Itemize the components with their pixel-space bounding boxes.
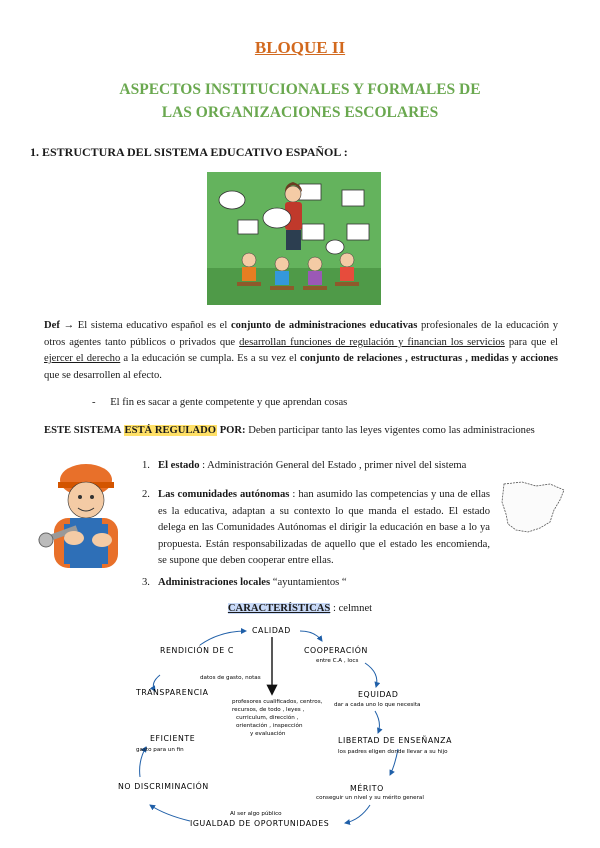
regulation-por: POR:: [217, 425, 246, 436]
list-text-2: : han asumido las competencias y una de ellas es la educativa, adaptan a su contexto lo que manda el estado. El estado delega en las Comunidades Autónomas el dirigir la educación en base a lo ya propuesta. Están responsabilizadas de aquello que el estado les encomienda, se supone que deben cooperar entre ellas.: [158, 489, 490, 566]
list-number-1: 1.: [142, 460, 150, 471]
diagram-igualdad-note: Al ser algo público: [230, 811, 282, 817]
center-note-line: y evaluación: [250, 731, 286, 737]
list-bold-2: Las comunidades autónomas: [158, 489, 290, 500]
diagram-calidad: CALIDAD: [252, 626, 291, 635]
characteristics-diagram: [0, 615, 600, 848]
diagram-transparencia: TRANSPARENCIA: [136, 688, 209, 697]
diagram-igualdad: IGUALDAD DE OPORTUNIDADES: [190, 819, 330, 828]
diagram-cooperacion: COOPERACIÓN: [304, 646, 368, 655]
diagram-no-discriminacion: NO DISCRIMINACIÓN: [118, 782, 209, 791]
diagram-center-notes: [232, 699, 323, 737]
diagram-equidad-note: dar a cada uno lo que necesita: [334, 702, 421, 708]
block-title: BLOQUE II: [254, 38, 346, 57]
regulation-text: Deben participar tanto las leyes vigentes como las administraciones: [245, 425, 535, 436]
list-number-2: 2.: [142, 489, 150, 500]
characteristics-heading: [0, 603, 600, 614]
diagram-eficiente: EFICIENTE: [150, 734, 196, 743]
diagram-rendicion: RENDICIÓN DE C: [160, 646, 234, 655]
spain-map: [498, 478, 570, 536]
def-bold-2: conjunto de relaciones , estructuras , medidas y acciones: [299, 353, 558, 365]
list-item-1: [142, 458, 483, 475]
def-label: Def: [44, 320, 60, 331]
bullet-text: El fin es sacar a gente competente y que aprendan cosas: [110, 397, 348, 408]
def-text-5: que se desarrollen al efecto.: [44, 369, 162, 381]
section-heading: 1. ESTRUCTURA DEL SISTEMA EDUCATIVO ESPAÑOL :: [30, 145, 348, 159]
def-text-4: a la educación se cumpla. Es a su vez el: [120, 353, 300, 365]
def-text-2: profesionales de la educación y otros agentes tanto públicos o privados que: [44, 320, 559, 348]
regulation-line: [44, 425, 535, 436]
diagram-equidad: EQUIDAD: [358, 690, 399, 699]
def-text-1: → El sistema educativo español es el: [59, 320, 231, 331]
characteristics-rest: : celmnet: [330, 603, 373, 614]
def-text-3: para que el: [504, 336, 558, 348]
list-text-1: : Administración General del Estado , primer nivel del sistema: [199, 460, 467, 471]
center-note-line: profesores cualificados, centros,: [232, 699, 323, 705]
list-bold-1: El estado: [158, 460, 200, 471]
center-note-line: orientación , inspección: [236, 723, 303, 729]
diagram-eficiente-note: gasto para un fin: [136, 747, 184, 753]
list-text-3: “ayuntamientos “: [270, 577, 347, 588]
list-item-2: [142, 487, 490, 570]
regulation-highlight: ESTÁ REGULADO: [124, 425, 217, 436]
subtitle-line-1: ASPECTOS INSTITUCIONALES Y FORMALES DE: [119, 81, 481, 98]
bullet-dash: -: [92, 397, 96, 408]
classroom-illustration: [207, 172, 381, 305]
def-underline-2: ejercer el derecho: [44, 353, 121, 365]
diagram-cooperacion-note: entre C.A , locs: [316, 658, 359, 664]
worker-illustration: [34, 452, 130, 582]
definition-paragraph: [44, 318, 558, 384]
regulation-lead: ESTE SISTEMA: [44, 425, 124, 436]
bullet-item: [92, 397, 347, 408]
list-item-3: [142, 575, 483, 592]
center-note-line: recursos, de todo , leyes ,: [232, 707, 305, 713]
diagram-merito: MÉRITO: [350, 784, 384, 793]
center-note-line: curriculum, dirección ,: [236, 715, 299, 721]
subtitle-line-2: LAS ORGANIZACIONES ESCOLARES: [161, 104, 439, 121]
diagram-merito-note: conseguir un nivel y su mérito general: [316, 795, 424, 801]
diagram-libertad-note: los padres eligen donde llevar a su hijo: [338, 749, 448, 755]
characteristics-label: CARACTERÍSTICAS: [227, 603, 331, 614]
diagram-libertad: LIBERTAD DE ENSEÑANZA: [338, 736, 453, 745]
list-bold-3: Administraciones locales: [158, 577, 271, 588]
list-number-3: 3.: [142, 577, 150, 588]
def-bold-1: conjunto de administraciones educativas: [230, 320, 418, 331]
document-subtitle: [0, 78, 600, 124]
def-underline-1: desarrollan funciones de regulación y financian los servicios: [239, 336, 505, 348]
diagram-rendicion-note: datos de gasto, notas: [200, 675, 261, 681]
